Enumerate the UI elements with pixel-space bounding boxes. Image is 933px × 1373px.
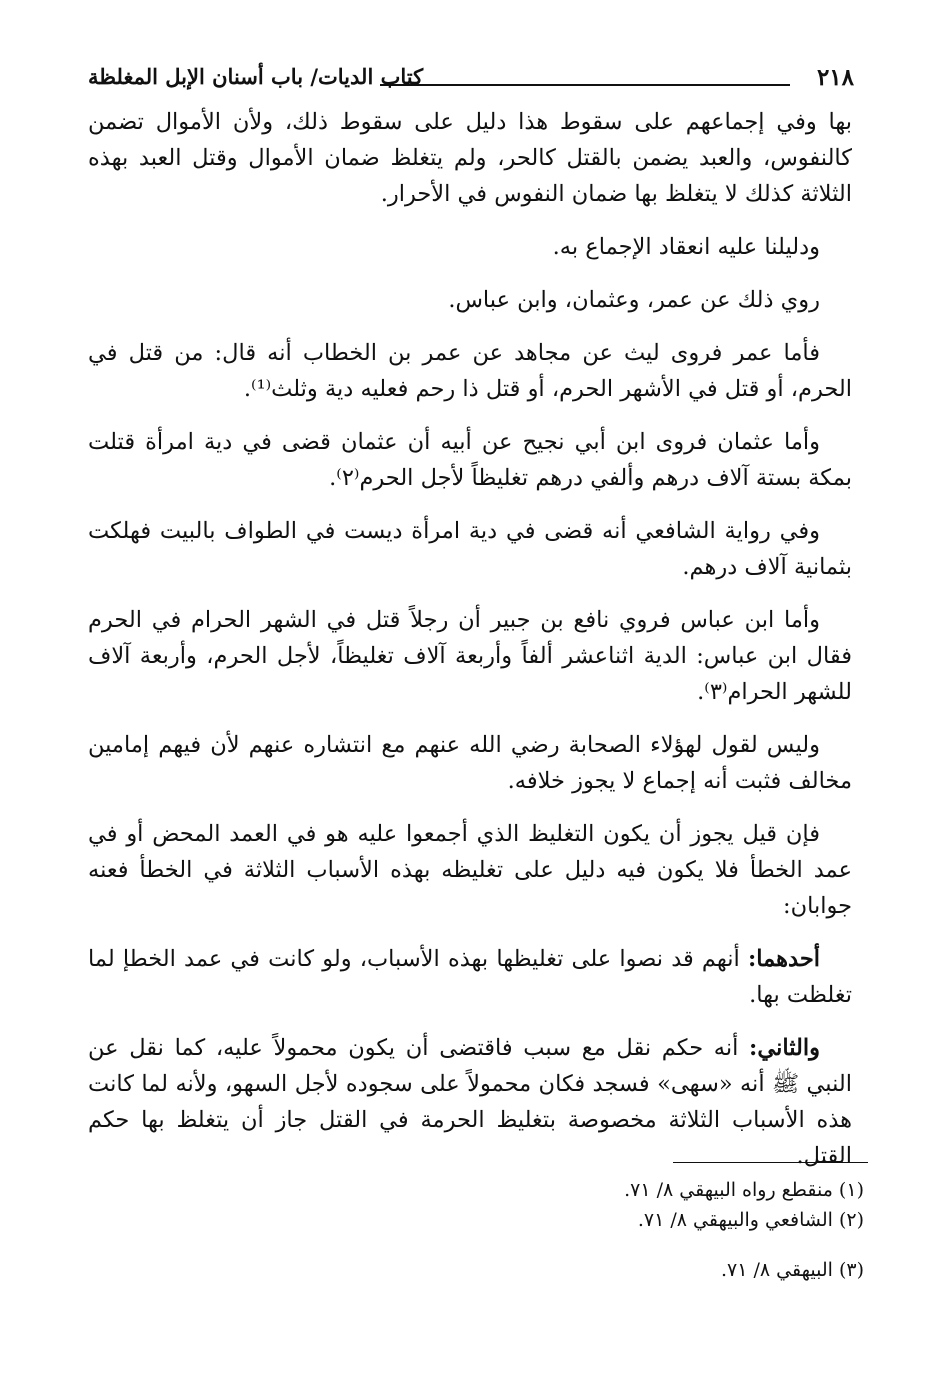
footnotes <box>300 1175 864 1285</box>
paragraph <box>88 1030 852 1174</box>
page-number: ٢١٨ <box>816 64 854 91</box>
footnote-separator <box>673 1162 868 1163</box>
paragraph <box>88 104 852 212</box>
paragraph-lead: والثاني: <box>749 1035 820 1061</box>
paragraph-text: أنهم قد نصوا على تغليظها بهذه الأسباب، ولو كانت في عمد الخطإ لما تغلظت بها. <box>88 946 852 1008</box>
main-text <box>88 104 852 1191</box>
paragraph <box>88 727 852 799</box>
paragraph <box>88 513 852 585</box>
header-rule <box>380 84 790 86</box>
paragraph-text: وأما ابن عباس فروي نافع بن جبير أن رجلاً قتل في الشهر الحرام في الحرم فقال ابن عباس: الدية اثناعشر ألفاً وأربعة آلاف تغليظاً، لأجل الحرم، وأربعة آلاف للشهر الحرام⁽٣⁾. <box>88 607 852 705</box>
paragraph-text: وفي رواية الشافعي أنه قضى في دية امرأة ديست في الطواف بالبيت فهلكت بثمانية آلاف درهم. <box>88 518 852 580</box>
running-title: كتاب الديات/ باب أسنان الإبل المغلظة <box>88 64 424 89</box>
paragraph-text: فإن قيل يجوز أن يكون التغليظ الذي أجمعوا عليه هو في العمد المحض أو في عمد الخطأ فلا يكون فيه دليل على تغليظه بهذه الأسباب الثلاثة في الخطأ فعنه جوابان: <box>88 821 852 919</box>
footnote: (٢) الشافعي والبيهقي ٨/ ٧١. <box>637 1209 864 1231</box>
paragraph <box>88 816 852 924</box>
paragraph-text: وأما عثمان فروى ابن أبي نجيح عن أبيه أن عثمان قضى في دية امرأة قتلت بمكة بستة آلاف درهم وألفي درهم تغليظاً لأجل الحرم⁽٢⁾. <box>88 429 852 491</box>
paragraph <box>88 229 852 265</box>
paragraph <box>88 941 852 1013</box>
paragraph <box>88 335 852 407</box>
paragraph-text: بها وفي إجماعهم على سقوط هذا دليل على سقوط ذلك، ولأن الأموال تضمن كالنفوس، والعبد يضمن بالقتل كالحر، ولم يتغلظ ضمان الأموال وقتل العبد بهذه الثلاثة كذلك لا يتغلظ بها ضمان النفوس في الأحرار. <box>88 109 852 207</box>
footnote: (٣) البيهقي ٨/ ٧١. <box>720 1259 864 1281</box>
paragraph-text: روي ذلك عن عمر، وعثمان، وابن عباس. <box>448 287 820 313</box>
paragraph <box>88 424 852 496</box>
paragraph-text: ودليلنا عليه انعقاد الإجماع به. <box>552 234 820 260</box>
paragraph-lead: أحدهما: <box>747 946 820 972</box>
paragraph-text: وليس لقول لهؤلاء الصحابة رضي الله عنهم مع انتشاره عنهم لأن فيهم إمامين مخالف فثبت أنه إجماع لا يجوز خلافه. <box>88 732 852 794</box>
paragraph-text: فأما عمر فروى ليث عن مجاهد عن عمر بن الخطاب أنه قال: من قتل في الحرم، أو قتل في الأشهر الحرم، أو قتل ذا رحم فعليه دية وثلث⁽¹⁾. <box>88 340 852 402</box>
footnote: (١) منقطع رواه البيهقي ٨/ ٧١. <box>624 1179 864 1201</box>
page-header <box>88 64 854 98</box>
paragraph <box>88 282 852 318</box>
paragraph <box>88 602 852 710</box>
paragraph-text: أنه حكم نقل مع سبب فاقتضى أن يكون محمولاً عليه، كما نقل عن النبي ﷺ أنه «سهى» فسجد فكان محمولاً على سجوده لأجل السهو، ولأنه لما كانت هذه الأسباب الثلاثة مخصوصة بتغليظ الحرمة في القتل جاز أن يتغلظ بها حكم القتل. <box>88 1035 852 1169</box>
